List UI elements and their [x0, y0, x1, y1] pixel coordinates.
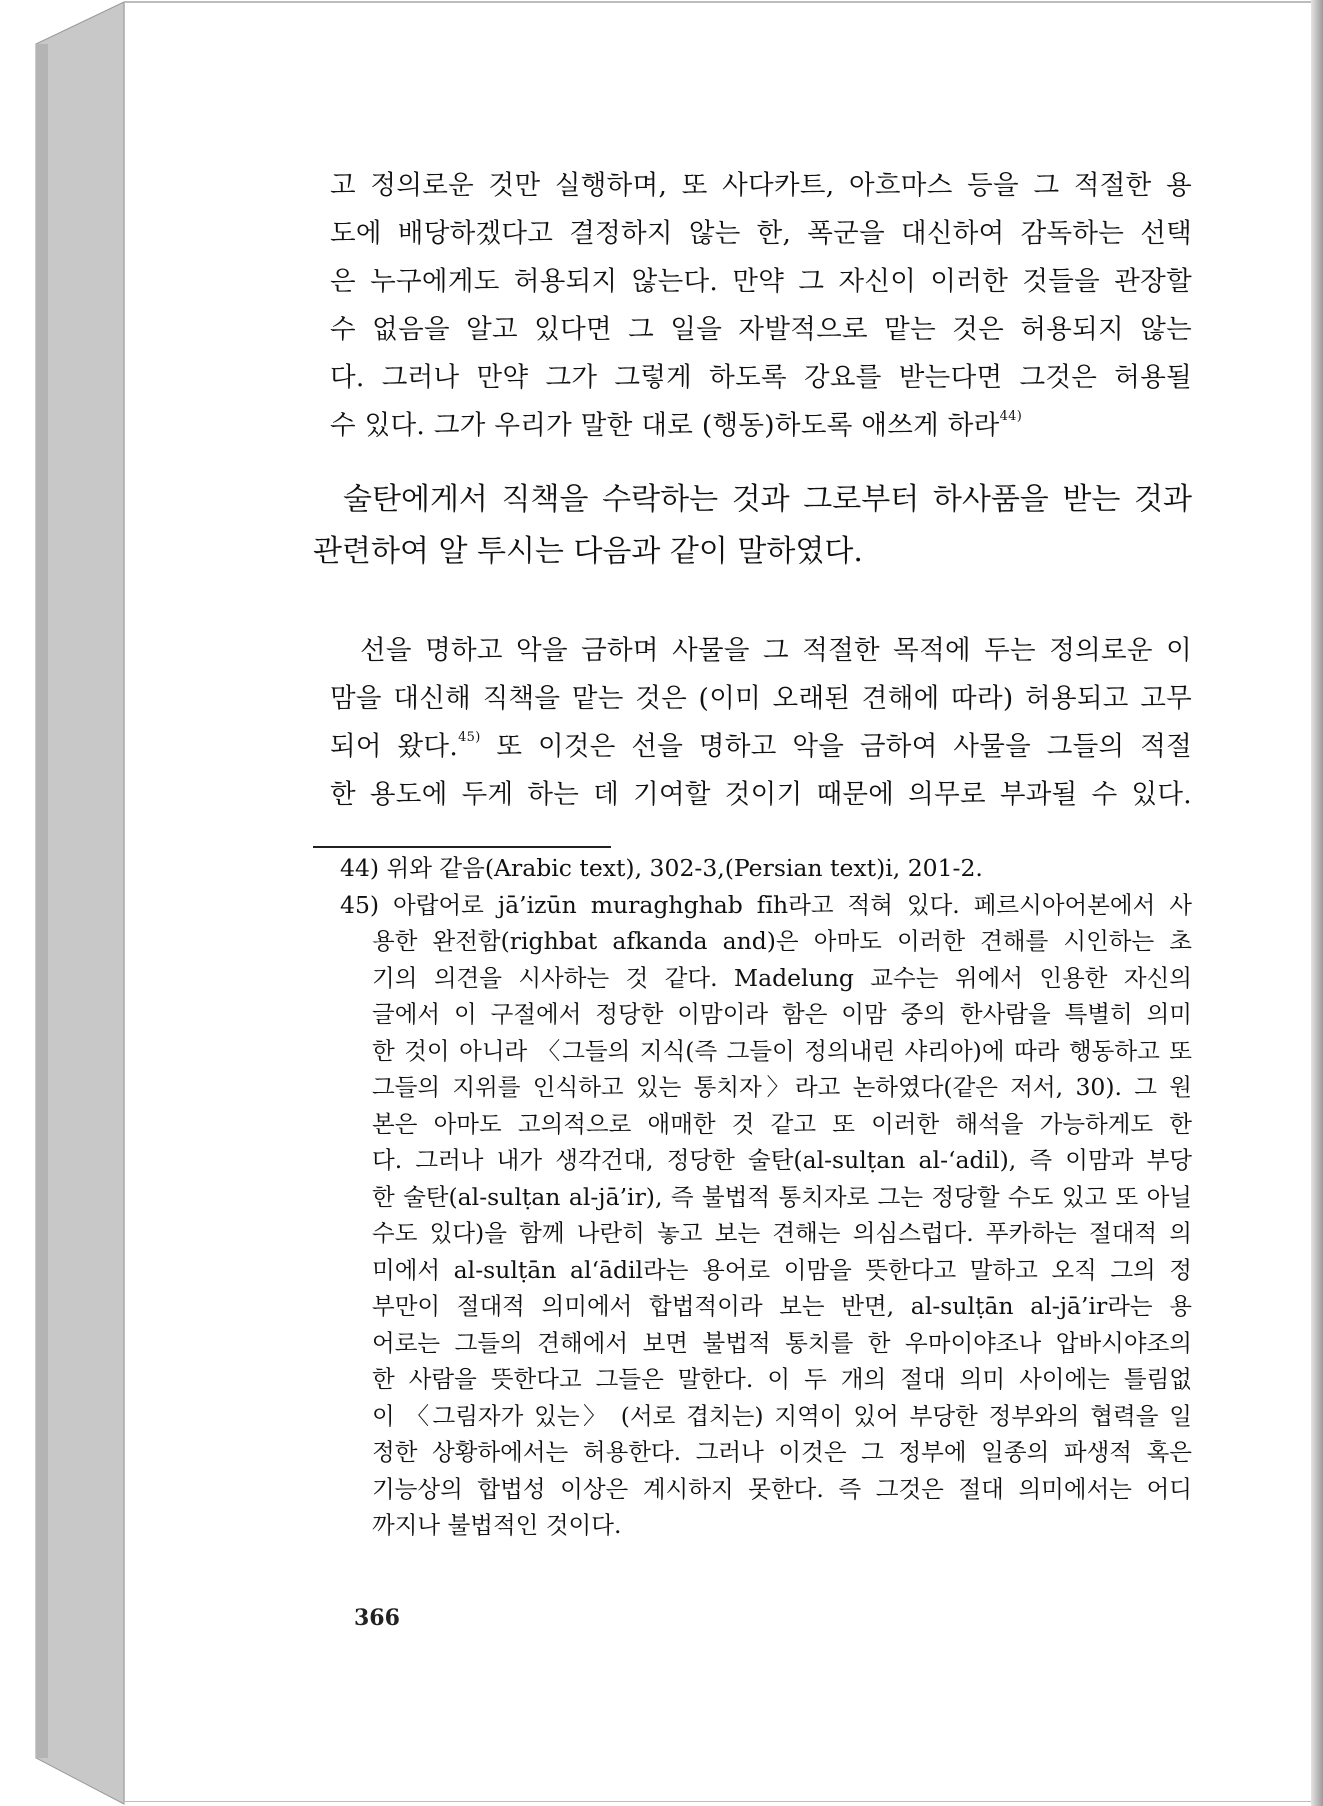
- footnote-45-line: 이 〈그림자가 있는〉 (서로 겹치는) 지역이 있어 부당한 정부와의 협력을 일: [372, 1401, 1192, 1430]
- footnote-45-line: 까지나 불법적인 것이다.: [372, 1511, 622, 1539]
- footnote-45-line: 수도 있다)을 함께 나란히 놓고 보는 견해는 의심스럽다. 푸카하는 절대적 의: [372, 1219, 1192, 1247]
- text-line: 고 정의로운 것만 실행하며, 또 사다카트, 아흐마스 등을 그 적절한 용: [330, 170, 1192, 201]
- footnote-ref-44: 44): [999, 409, 1023, 424]
- footnote-45-line: 정한 상황하에서는 허용한다. 그러나 이것은 그 정부에 일종의 파생적 혹은: [372, 1438, 1192, 1466]
- text-line: 수 있다. 그가 우리가 말한 대로 (행동)하도록 애쓰게 하라$^{44)}$: [330, 409, 1023, 441]
- text-line: 수 없음을 알고 있다면 그 일을 자발적으로 맡는 것은 허용되지 않는: [330, 314, 1192, 345]
- footnote-44: 44) 위와 같음(Arabic text), 302-3,(Persian text)i, 201-2.: [340, 854, 983, 882]
- footnote-ref-45: 45): [458, 730, 481, 745]
- intro-line: 술탄에게서 직책을 수락하는 것과 그로부터 하사품을 받는 것과: [343, 482, 1192, 517]
- text-line: 한 용도에 두게 하는 데 기여할 것이기 때문에 의무로 부과될 수 있다.: [330, 779, 1192, 810]
- text-line: 다. 그러나 만약 그가 그렇게 하도록 강요를 받는다면 그것은 허용될: [330, 362, 1192, 393]
- text-line: 도에 배당하겠다고 결정하지 않는 한, 폭군을 대신하여 감독하는 선택: [330, 218, 1192, 249]
- footnote-45-line: 기능상의 합법성 이상은 계시하지 못한다. 즉 그것은 절대 의미에서는 어디: [372, 1474, 1192, 1503]
- text-line: 되어 왔다.$^{45)}$ 또 이것은 선을 명하고 악을 금하여 사물을 그들의 적절: [330, 730, 1192, 762]
- footnote-45-line: 용한 완전함(righbat afkanda and)은 아마도 이러한 견해를 시인하는 초: [372, 927, 1192, 955]
- footnote-45-line: 45) 아랍어로 jā’izūn muraghghab fīh라고 적혀 있다. 페르시아어본에서 사: [340, 890, 1192, 919]
- paragraph-1: [330, 162, 1192, 450]
- footnote-45-line: 한 술탄(al-sulṭan al-jā’ir), 즉 불법적 통치자로 그는 정당할 수도 있고 또 아닐: [372, 1182, 1192, 1211]
- section-intro: [313, 474, 1192, 578]
- paragraph-2: [330, 627, 1192, 819]
- text-line: 은 누구에게도 허용되지 않는다. 만약 그 자신이 이러한 것들을 관장할: [330, 266, 1192, 297]
- footnote-45-line: 다. 그러나 내가 생각건대, 정당한 술탄(al-sulṭan al-‘adil), 즉 이맘과 부당: [372, 1146, 1192, 1174]
- text-line: 맘을 대신해 직책을 맡는 것은 (이미 오래된 견해에 따라) 허용되고 고무: [330, 683, 1192, 714]
- page-right-edge: [1311, 0, 1323, 1806]
- footnote-45-line: 부만이 절대적 의미에서 합법적이라 보는 반면, al-sulṭān al-jā’ir라는 용: [372, 1292, 1192, 1320]
- footnotes: [340, 850, 1192, 1544]
- footnote-45-line: 본은 아마도 고의적으로 애매한 것 같고 또 이러한 해석을 가능하게도 한: [372, 1109, 1192, 1138]
- footnote-45-line: 한 것이 아니라 〈그들의 지식(즉 그들이 정의내린 샤리아)에 따라 행동하고 또: [372, 1036, 1192, 1065]
- footnote-45-line: 한 사람을 뜻한다고 그들은 말한다. 이 두 개의 절대 의미 사이에는 틀림없: [372, 1365, 1192, 1393]
- footnote-45-line: 기의 의견을 시사하는 것 같다. Madelung 교수는 위에서 인용한 자신의: [372, 963, 1192, 992]
- footnote-45-line: 미에서 al-sulṭān al‘ādil라는 용어로 이맘을 뜻한다고 말하고 오직 그의 정: [372, 1255, 1192, 1284]
- footnote-rule: [313, 846, 611, 848]
- footnote-45-line: 그들의 지위를 인식하고 있는 통치자〉라고 논하였다(같은 저서, 30). 그 원: [372, 1073, 1192, 1101]
- intro-line: 관련하여 알 투시는 다음과 같이 말하였다.: [313, 534, 863, 569]
- page-number: 366: [354, 1605, 400, 1631]
- text-line: 선을 명하고 악을 금하며 사물을 그 적절한 목적에 두는 정의로운 이: [360, 635, 1192, 666]
- footnote-45-line: 글에서 이 구절에서 정당한 이맘이라 함은 이맘 중의 한사람을 특별히 의미: [372, 1000, 1192, 1028]
- footnote-45-line: 어로는 그들의 견해에서 보면 불법적 통치를 한 우마이야조나 압바시야조의: [372, 1328, 1192, 1357]
